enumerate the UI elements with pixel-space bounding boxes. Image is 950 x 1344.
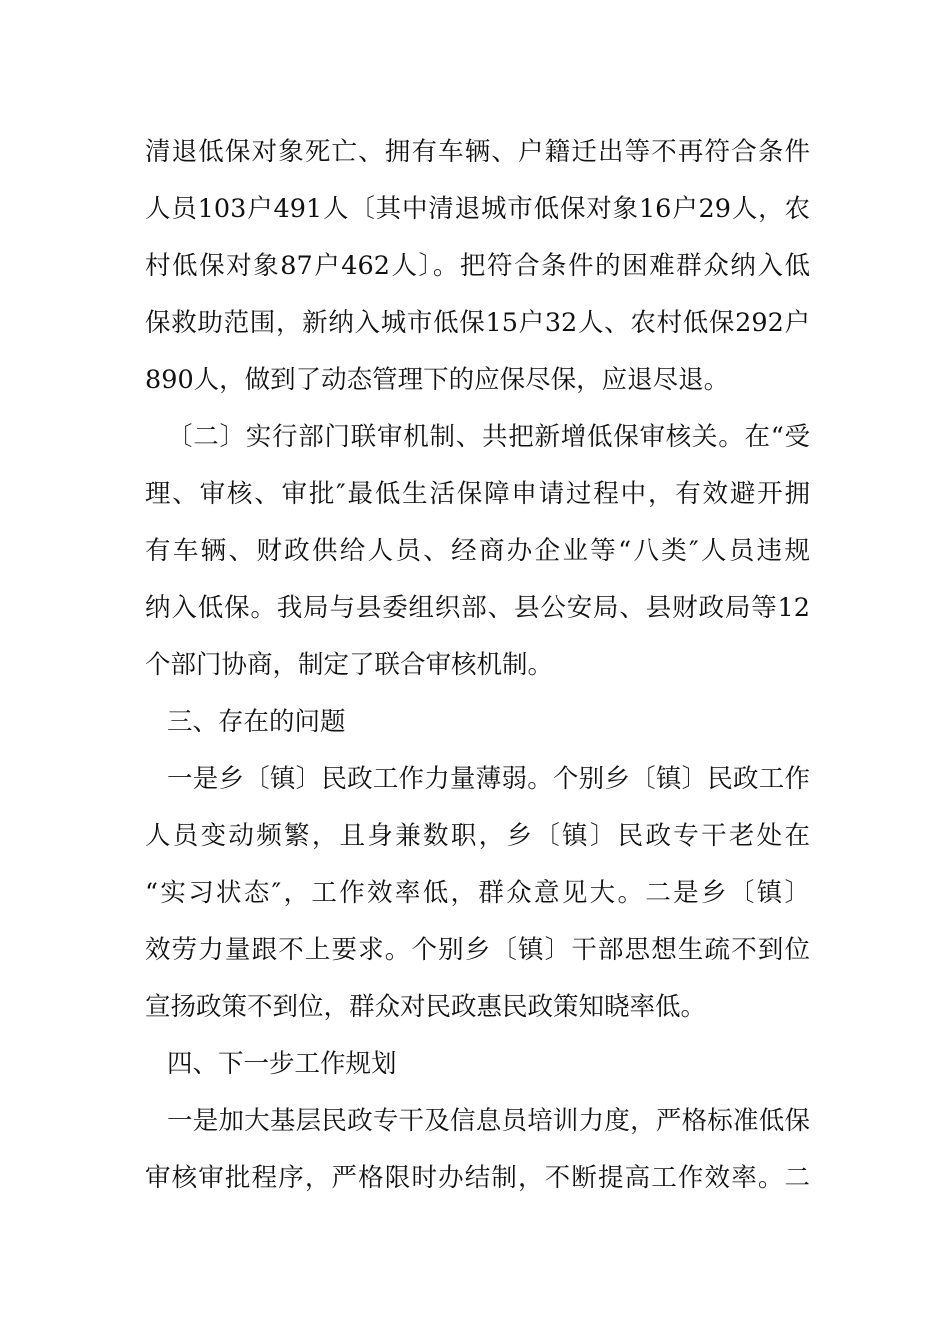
paragraph-line: 人员变动频繁，且身兼数职，乡〔镇〕民政专干老处在 xyxy=(145,821,810,851)
paragraph-line: 有车辆、财政供给人员、经商办企业等“八类″人员违规 xyxy=(145,536,810,566)
paragraph-line: “实习状态″，工作效率低，群众意见大。二是乡〔镇〕 xyxy=(145,878,810,908)
paragraph-line: 一是加大基层民政专干及信息员培训力度，严格标准低保 xyxy=(167,1106,810,1136)
paragraph-line: 人员103户491人〔其中清退城市低保对象16户29人，农 xyxy=(145,194,810,224)
paragraph-line: 890人，做到了动态管理下的应保尽保，应退尽退。 xyxy=(145,365,730,395)
section-heading: 四、下一步工作规划 xyxy=(167,1049,397,1079)
paragraph-line: 审核审批程序，严格限时办结制，不断提高工作效率。二 xyxy=(145,1163,810,1193)
section-heading: 三、存在的问题 xyxy=(167,707,346,737)
paragraph-line: 个部门协商，制定了联合审核机制。 xyxy=(145,650,554,680)
paragraph-line: 保救助范围，新纳入城市低保15户32人、农村低保292户 xyxy=(145,308,810,338)
paragraph-line: 清退低保对象死亡、拥有车辆、户籍迁出等不再符合条件 xyxy=(145,137,810,167)
paragraph-line: 村低保对象87户462人〕。把符合条件的困难群众纳入低 xyxy=(145,251,810,281)
document-body xyxy=(145,124,810,1207)
paragraph-line: 理、审核、审批″最低生活保障申请过程中，有效避开拥 xyxy=(145,479,810,509)
paragraph-line: 〔二〕实行部门联审机制、共把新增低保审核关。在“受 xyxy=(167,422,810,452)
paragraph-line: 效劳力量跟不上要求。个别乡〔镇〕干部思想生疏不到位 xyxy=(145,935,810,965)
paragraph-line: 一是乡〔镇〕民政工作力量薄弱。个别乡〔镇〕民政工作 xyxy=(167,764,810,794)
paragraph-line: 宣扬政策不到位，群众对民政惠民政策知晓率低。 xyxy=(145,992,707,1022)
paragraph-line: 纳入低保。我局与县委组织部、县公安局、县财政局等12 xyxy=(145,593,810,623)
